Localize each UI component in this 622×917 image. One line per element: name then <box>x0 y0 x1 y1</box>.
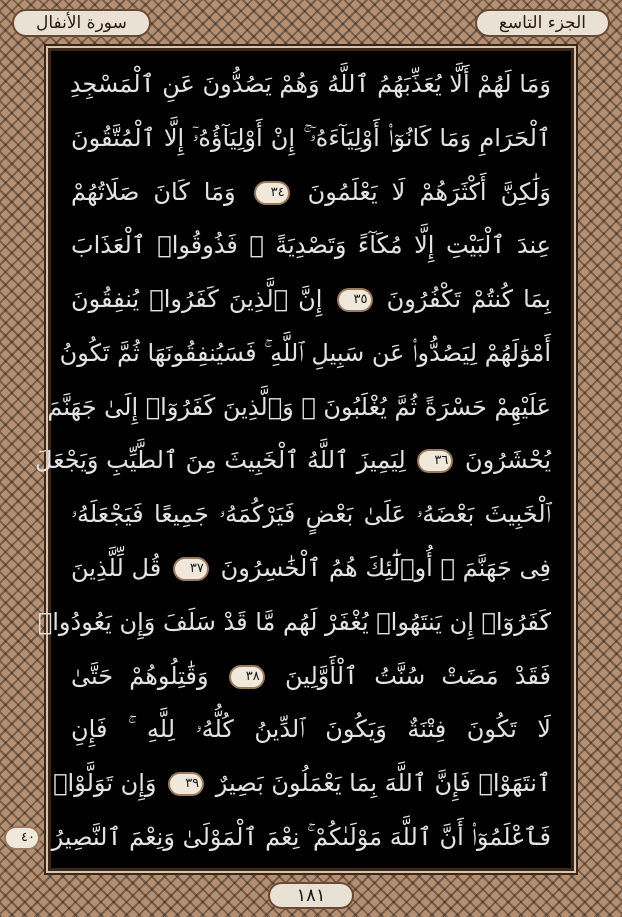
ayah-number-marker: ٣٦ <box>417 449 453 473</box>
ayah-number-marker: ٣٨ <box>229 665 265 689</box>
page-header <box>12 6 610 40</box>
text-line <box>71 706 551 752</box>
text-line <box>71 115 551 161</box>
verse-text: ٱلْخَبِيثَ بَعْضَهُۥ عَلَىٰ بَعْضٍ فَيَرْكُمَهُۥ جَمِيعًا فَيَجْعَلَهُۥ <box>71 500 551 529</box>
page-footer <box>0 879 622 911</box>
text-line <box>71 653 551 699</box>
ayah-number-marker: ٣٧ <box>173 557 209 581</box>
text-line <box>37 599 551 645</box>
verse-text: وَإِن تَوَلَّوْا۟ <box>53 769 157 798</box>
verse-text: كَفَرُوٓا۟ إِن يَنتَهُوا۟ يُغْفَرْ لَهُم مَّا قَدْ سَلَفَ وَإِن يَعُودُوا۟ <box>37 607 551 636</box>
juz-label: الجزء التاسع <box>475 9 610 37</box>
quran-text-frame <box>20 48 574 871</box>
page-number: ١٨١ <box>268 882 353 909</box>
text-line <box>47 384 551 430</box>
verse-text: فِى جَهَنَّمَ ۚ أُو۟لَٰٓئِكَ هُمُ ٱلْخَٰسِرُونَ <box>220 554 551 583</box>
verse-text: وَمَا لَهُمْ أَلَّا يُعَذِّبَهُمُ ٱللَّهُ وَهُمْ يَصُدُّونَ عَنِ ٱلْمَسْجِدِ <box>69 70 551 98</box>
text-line <box>71 545 551 591</box>
verse-text: عَلَيْهِمْ حَسْرَةً ثُمَّ يُغْلَبُونَ ۗ وَٱلَّذِينَ كَفَرُوٓا۟ إِلَىٰ جَهَنَّمَ <box>47 392 551 421</box>
text-line <box>71 169 551 215</box>
verse-text: فَٱعْلَمُوٓا۟ أَنَّ ٱللَّهَ مَوْلَىٰكُمْ ۚ نِعْمَ ٱلْمَوْلَىٰ وَنِعْمَ ٱلنَّصِيرُ <box>51 822 551 851</box>
ayah-number-marker: ٣٥ <box>337 288 373 312</box>
verse-text: فَقَدْ مَضَتْ سُنَّتُ ٱلْأَوَّلِينَ <box>284 661 551 690</box>
text-line <box>71 276 551 322</box>
text-line <box>71 222 551 268</box>
verse-text: أَمْوَٰلَهُمْ لِيَصُدُّوا۟ عَن سَبِيلِ ٱللَّهِ ۚ فَسَيُنفِقُونَهَا ثُمَّ تَكُونُ <box>59 338 551 367</box>
verse-text: لَا تَكُونَ فِتْنَةٌ وَيَكُونَ ٱلدِّينُ كُلُّهُۥ لِلَّهِ ۚ فَإِنِ <box>71 715 551 744</box>
verse-text: وَلَٰكِنَّ أَكْثَرَهُمْ لَا يَعْلَمُونَ <box>307 177 552 206</box>
verse-text: بِمَا كُنتُمْ تَكْفُرُونَ <box>386 285 551 314</box>
verse-text: قُل لِّلَّذِينَ <box>71 554 162 583</box>
verse-text: يُحْشَرُونَ <box>464 446 551 475</box>
ayah-number-marker: ٤٠ <box>4 826 40 850</box>
text-line <box>71 491 551 537</box>
text-line <box>34 437 551 483</box>
verse-text: وَمَا كَانَ صَلَاتُهُمْ <box>71 177 236 206</box>
text-line <box>71 61 551 107</box>
verse-text: ٱلْحَرَامِ وَمَا كَانُوٓا۟ أَوْلِيَآءَهُۥٓ ۚ إِنْ أَوْلِيَآؤُهُۥٓ إِلَّا ٱلْمُتَّقُونَ <box>71 123 551 152</box>
verse-text: ٱنتَهَوْا۟ فَإِنَّ ٱللَّهَ بِمَا يَعْمَلُونَ بَصِيرٌ <box>215 769 551 798</box>
verse-text: إِنَّ ٱلَّذِينَ كَفَرُوا۟ يُنفِقُونَ <box>71 285 323 314</box>
verse-text: عِندَ ٱلْبَيْتِ إِلَّا مُكَآءً وَتَصْدِيَةً ۚ فَذُوقُوا۟ ٱلْعَذَابَ <box>71 231 551 260</box>
ayah-number-marker: ٣٤ <box>254 181 290 205</box>
quran-text-lines <box>20 61 552 860</box>
ayah-number-marker: ٣٩ <box>168 772 204 796</box>
text-line <box>20 814 551 860</box>
verse-text: وَقَٰتِلُوهُمْ حَتَّىٰ <box>71 661 209 690</box>
verse-text: لِيَمِيزَ ٱللَّهُ ٱلْخَبِيثَ مِنَ ٱلطَّيِّبِ وَيَجْعَلَ <box>34 446 406 475</box>
text-line <box>59 330 551 376</box>
text-line <box>53 760 551 806</box>
surah-name-label: سورة الأنفال <box>12 9 151 37</box>
